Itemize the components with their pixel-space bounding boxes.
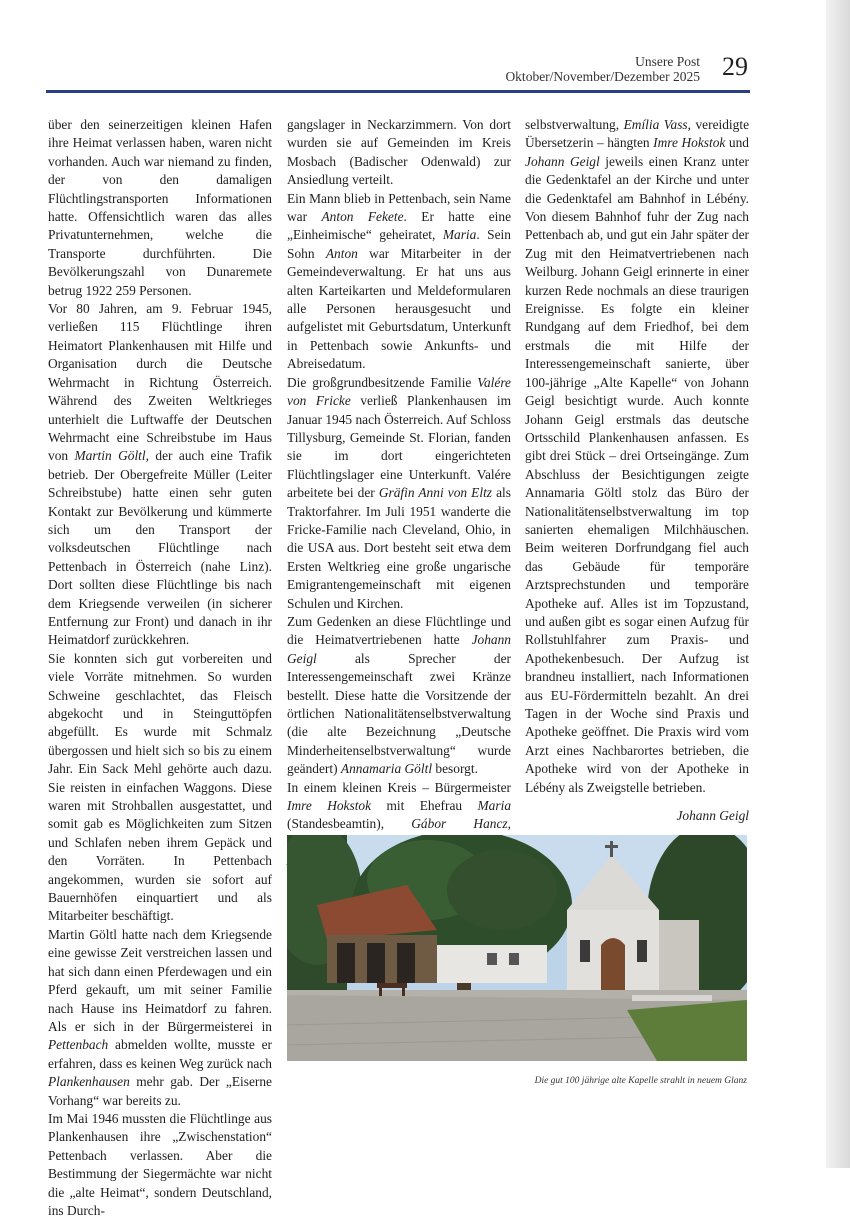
paragraph: über den seinerzeitigen kleinen Hafen ihre Heimat verlassen haben, waren nicht vorhanden. Auch war niemand zu finden, der von den damaligen Flüchtlingstransporten Informationen hatte. Offensichtlich waren das alles Privatunternehmen, welche die Transporte durchführten. Die Bevölkerungszahl von Dunaremete betrug 1922 259 Personen. [48, 117, 272, 298]
issue-date: Oktober/November/Dezember 2025 [505, 69, 700, 84]
running-header [480, 54, 700, 84]
person-name: Johann Geigl [525, 153, 600, 169]
publication-name: Unsere Post [635, 54, 700, 69]
person-name: Martin Göltl [74, 448, 146, 464]
person-name: Johann Geigl [287, 632, 511, 666]
page-edge [826, 0, 850, 1168]
paragraph: Im Mai 1946 mussten die Flüchtlinge aus Plankenhausen ihre „Zwischenstation“ Pettenbach verlassen. Aber die Bestimmung der Siegermächte war nicht die „alte Heimat“, sondern Deutschland, ins Durch- [48, 1110, 272, 1218]
photo-caption: Die gut 100 jährige alte Kapelle strahlt in neuem Glanz [534, 1076, 747, 1086]
paragraph: Vor 80 Jahren, am 9. Februar 1945, verließen 115 Flüchtlinge ihren Heimatort Plankenhausen mit Hilfe und Organisation durch die Deutsche Wehrmacht in Richtung Österreich. Während des Zweiten Weltkrieges unterhielt die Luftwaffe der Deutschen Wehrmacht eine Schreibstube im Haus von Martin Göltl, der auch eine Trafik betrieb. Der Obergefreite Müller (Leiter Schreibstube) hatte einen sehr guten Kontakt zur Bevölkerung und kümmerte sich um den Transport der volksdeutschen Flüchtlinge nach Pettenbach in Österreich (nahe Linz). Dort sollten diese Flüchtlinge bis nach dem Kriegsende verweilen (in sicherer Entfernung zur Front) und danach in ihr Heimatdorf zurückkehren. [48, 301, 272, 648]
text-column-2 [287, 116, 511, 889]
text-column-3 [525, 116, 749, 825]
person-name: Annamaria Göltl [340, 761, 433, 777]
person-name: Imre Hokstok [653, 135, 726, 151]
page-number: 29 [722, 52, 748, 81]
chapel-photo [287, 835, 747, 1061]
text-column-1 [48, 116, 272, 1220]
paragraph: Zum Gedenken an diese Flüchtlinge und die Heimatvertriebenen hatte Johann Geigl als Sprecher der Interessengemeinschaft zwei Kränze bestellt. Diese hatte die Vorsitzende der örtlichen Nationalitätenselbstverwaltung (die alte Bezeichnung „Deutsche Minderheitenselbstverwaltung“ wurde geändert) Annamaria Göltl besorgt. [287, 613, 511, 777]
paragraph: Ein Mann blieb in Pettenbach, sein Name war Anton Fekete. Er hatte eine „Einheimische“ geheiratet, Maria. Sein Sohn Anton war Mitarbeiter in der Gemeindeverwaltung. Er hat uns aus alten Karteikarten und Meldeformularen alle Personen herausgesucht und aufgelistet mit Geburtsdatum, Unterkunft in Pettenbach sowie Ankunfts- und Abreisedatum. [287, 190, 512, 372]
person-name: Anton [325, 245, 358, 261]
paragraph: Sie konnten sich gut vorbereiten und viele Vorräte mitnehmen. So wurden Schweine geschlachtet, das Fleisch abgekocht und in Steinguttöpfen abgefüllt. Es wurde mit Schmalz übergossen und hielt sich so bis zu einem Jahr. Ein Sack Mehl gehörte auch dazu. Sie reisten in einfachen Waggons. Diese waren mit Strohballen ausgestattet, und somit gab es Möglichkeiten zum Sitzen und Schlafen neben ihrem Gepäck und den Vorräten. In Pettenbach angekommen, wurden sie sofort auf Bauernhöfen einquartiert und als Mitarbeiter beschäftigt. [48, 650, 272, 924]
author-signature: Johann Geigl [676, 808, 749, 824]
paragraph: Martin Göltl hatte nach dem Kriegsende eine gewisse Zeit verstreichen lassen und hat sich dann einen Pferdewagen und ein Pferd gekauft, um mit seiner Familie nach Hause ins Heimatdorf zu fahren. Als er sich in der Bürgermeisterei in Pettenbach abmelden wollte, musste er erfahren, dass es keinen Weg zurück nach Plankenhausen mehr gab. Der „Eiserne Vorhang“ war bereits zu. [48, 926, 272, 1108]
person-name: Gräfin Anni von Eltz [378, 485, 493, 501]
person-name: Gábor Hancz [411, 816, 508, 832]
paragraph: gangslager in Neckarzimmern. Von dort wurden sie auf Gemeinden im Kreis Mosbach (Badischer Odenwald) zur Ansiedlung verteilt. [287, 117, 511, 188]
place-name: Pettenbach [48, 1037, 109, 1053]
paragraph: Die großgrundbesitzende Familie Valére von Fricke verließ Plankenhausen im Januar 1945 nach Österreich. Auf Schloss Tillysburg, Gemeinde St. Florian, fanden sie im dort eingerichteten Flüchtlingslager eine Unterkunft. Valére arbeitete bei der Gräfin Anni von Eltz als Traktorfahrer. Im Juli 1951 wanderte die Fricke-Familie nach Cleveland, Ohio, in die USA aus. Dort besteht seit etwa dem Ersten Weltkrieg eine große ungarische Emigrantengemeinschaft mit eigenen Schulen und Kirchen. [287, 374, 511, 611]
person-name: Imre Hokstok [287, 798, 372, 814]
person-name: Anton Fekete [321, 209, 404, 225]
person-name: Maria [477, 798, 512, 814]
header-rule [46, 90, 750, 93]
person-name: Maria [442, 227, 477, 243]
paragraph: selbstverwaltung, Emília Vass, vereidigte Übersetzerin – hängten Imre Hokstok und Johann Geigl jeweils einen Kranz unter die Gedenktafel an der Kirche und unter die Gedenktafel am Bahnhof in Lébény. Von diesem Bahnhof fuhr der Zug nach Pettenbach ab, und gut ein Jahr später der Zug mit den Heimatvertriebenen nach Weilburg. Johann Geigl erinnerte in einer kurzen Rede nochmals an diese traurigen Ereignisse. Es folgte ein kleiner Rundgang auf dem Friedhof, bei dem erstmals die mit Hilfe der Interessengemeinschaft sanierte, über 100-jährige „Alte Kapelle“ von Johann Geigl besichtigt wurde. Auch konnte Johann Geigl erstmals das deutsche Ortsschild Plankenhausen anfassen. Es gibt drei Stück – drei Ortseingänge. Zum Abschluss der Besichtigungen zeigte Annamaria Göltl stolz das Büro der Nationalitätenselbstverwaltung im top sanierten ehemaligen Milchhäuschen. Beim weiteren Dorfrundgang fiel auch das Gebäude für temporäre Arztsprechstunden und temporäre Apotheke auf. Alles ist im Topzustand, und außen gibt es sogar einen Aufzug für Rollstuhlfahrer zum Praxis- und Apothekenbesuch. Der Aufzug ist brandneu installiert, nach Informationen aus EU-Fördermitteln bezahlt. An drei Tagen in der Woche sind Praxis und Apotheke geöffnet. Die Praxis wird vom Arzt eines Nachbarortes betrieben, die Apotheke wird von der Apotheke in Lébény als Zweigstelle betrieben. [525, 117, 750, 795]
paragraph: In einem kleinen Kreis – Bürgermeister Imre Hokstok mit Ehefrau Maria (Standesbeamtin), Gábor Hancz, [287, 779, 511, 889]
person-name: Valére von Fricke [287, 374, 511, 409]
place-name: Plankenhausen [48, 1074, 130, 1090]
person-name: Emília Vass [623, 117, 688, 132]
chapel-illustration [287, 835, 747, 1061]
